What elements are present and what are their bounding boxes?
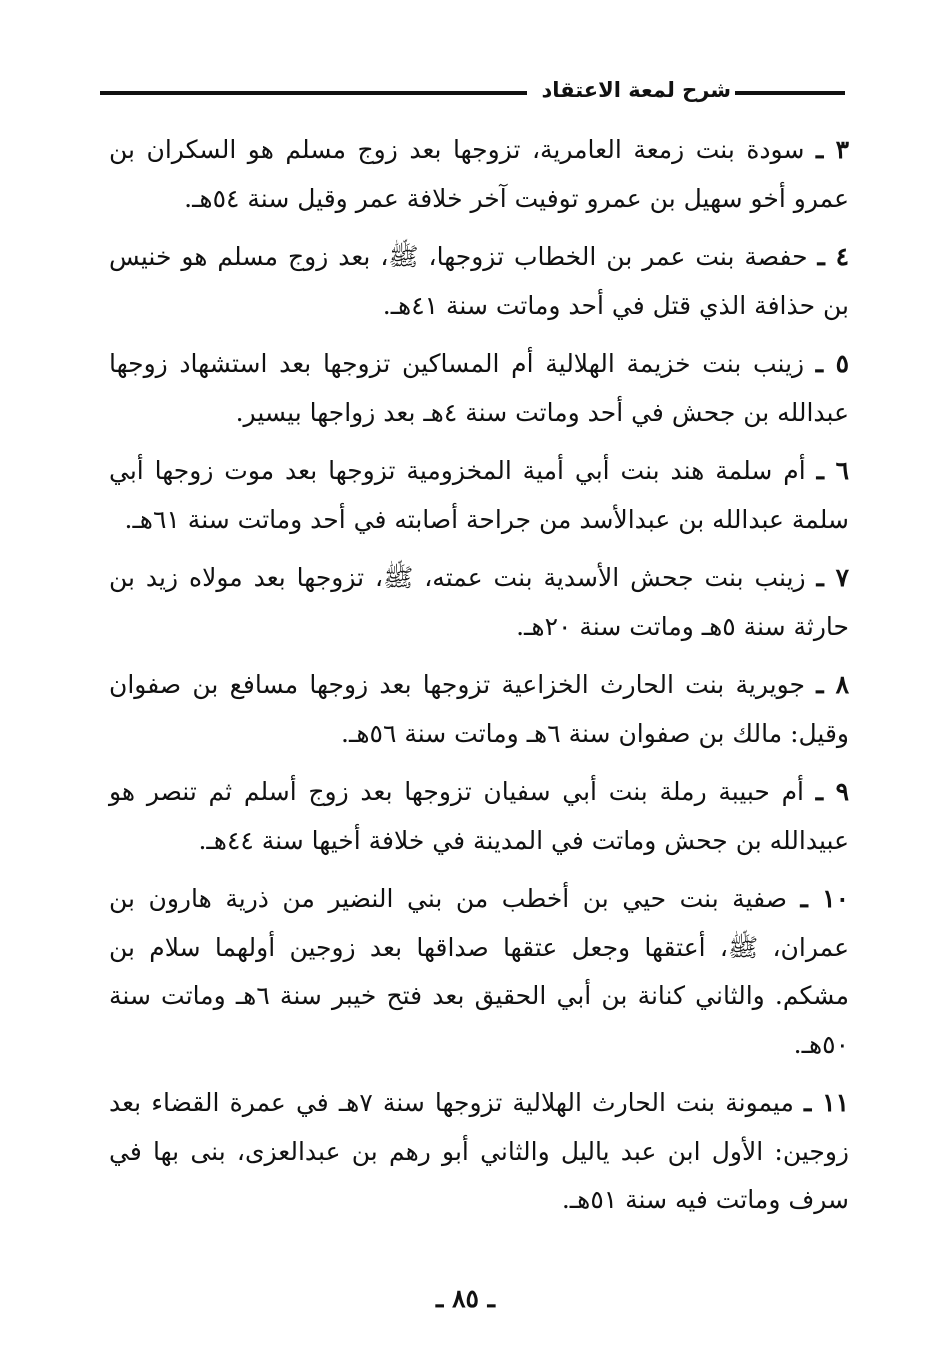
entry-text: أم سلمة هند بنت أبي أمية المخزومية تزوجها بعد موت زوجها أبي سلمة عبدالله بن عبدالأسد من جراحة أصابته في أحد وماتت سنة ٦١هـ.	[109, 456, 849, 534]
entry-number: ١٠ ـ	[800, 884, 850, 913]
entry-text: زينب بنت جحش الأسدية بنت عمته، ﷺ، تزوجها بعد مولاه زيد بن حارثة سنة ٥هـ وماتت سنة ٢٠هـ.	[109, 563, 849, 641]
running-header	[100, 70, 845, 110]
header-rule	[100, 91, 527, 95]
entry-10	[109, 875, 849, 1069]
entry-number: ٨ ـ	[816, 670, 849, 699]
entry-4	[109, 233, 849, 330]
entry-number: ٥ ـ	[815, 349, 849, 378]
header-rule-right	[735, 91, 845, 95]
entry-3	[109, 126, 849, 223]
entry-number: ٣ ـ	[815, 135, 849, 164]
entry-text: صفية بنت حيي بن أخطب من بني النضير من ذرية هارون بن عمران، ﷺ، أعتقها وجعل عتقها صداقها بعد زوجين أولهما سلام بن مشكم. والثاني كنانة بن أبي الحقيق بعد فتح خيبر سنة ٦هـ وماتت سنة ٥٠هـ.	[109, 884, 849, 1059]
entry-text: ميمونة بنت الحارث الهلالية تزوجها سنة ٧هـ في عمرة القضاء بعد زوجين: الأول ابن عبد ياليل والثاني أبو رهم بن عبدالعزى، بنى بها في سرف وماتت فيه سنة ٥١هـ.	[109, 1088, 849, 1214]
entry-text: زينب بنت خزيمة الهلالية أم المساكين تزوجها بعد استشهاد زوجها عبدالله بن جحش في أحد وماتت سنة ٤هـ بعد زواجها بيسير.	[109, 349, 849, 427]
entry-number: ٩ ـ	[815, 777, 849, 806]
page-number: ـ ٨٥ ـ	[436, 1284, 495, 1313]
page-body	[109, 126, 849, 1235]
entry-6	[109, 447, 849, 544]
entry-number: ١١ ـ	[803, 1088, 850, 1117]
entry-11	[109, 1079, 849, 1225]
entry-text: جويرية بنت الحارث الخزاعية تزوجها بعد زوجها مسافع بن صفوان وقيل: مالك بن صفوان سنة ٦هـ وماتت سنة ٥٦هـ.	[109, 670, 849, 748]
entry-text: حفصة بنت عمر بن الخطاب تزوجها، ﷺ، بعد زوج مسلم هو خنيس بن حذافة الذي قتل في أحد وماتت سنة ٤١هـ.	[109, 242, 849, 320]
entry-9	[109, 768, 849, 865]
entry-text: أم حبيبة رملة بنت أبي سفيان تزوجها بعد زوج أسلم ثم تنصر هو عبيدالله بن جحش وماتت في المدينة في خلافة أخيها سنة ٤٤هـ.	[109, 777, 849, 855]
entry-text: سودة بنت زمعة العامرية، تزوجها بعد زوج مسلم هو السكران بن عمرو أخو سهيل بن عمرو توفيت آخر خلافة عمر وقيل سنة ٥٤هـ.	[109, 135, 849, 213]
entry-number: ٧ ـ	[816, 563, 849, 592]
entry-8	[109, 661, 849, 758]
entry-5	[109, 340, 849, 437]
entry-number: ٤ ـ	[817, 242, 850, 271]
running-header-title: شرح لمعة الاعتقاد	[541, 78, 731, 102]
entry-7	[109, 554, 849, 651]
entry-number: ٦ ـ	[816, 456, 850, 485]
